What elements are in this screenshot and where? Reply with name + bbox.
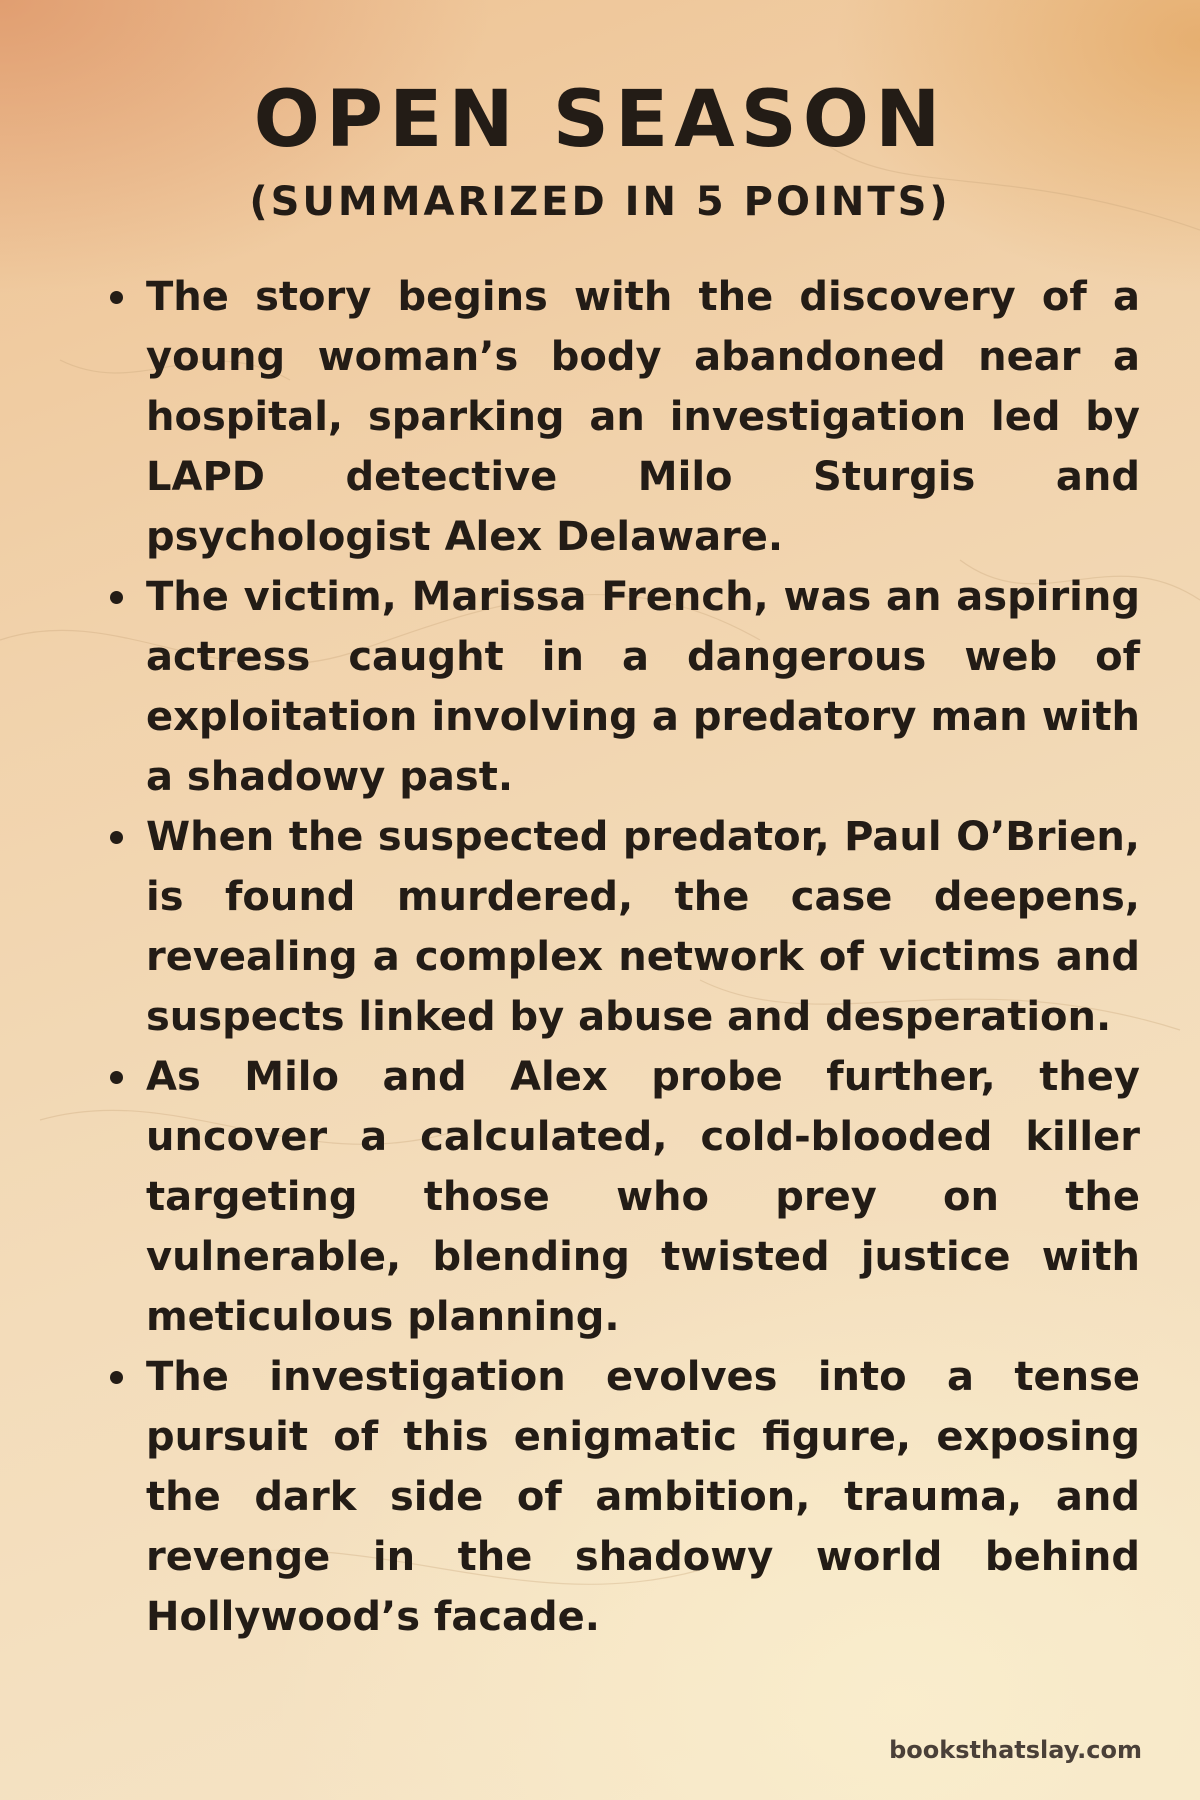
bullet-icon bbox=[110, 591, 123, 604]
summary-point-text: When the suspected predator, Paul O’Brien, is found murdered, the case deepens, revealing a complex network of victims and suspects linked by abuse and desperation. bbox=[146, 814, 1140, 1040]
bullet-icon bbox=[110, 1071, 123, 1084]
summary-point-text: The investigation evolves into a tense pursuit of this enigmatic figure, exposing the dark side of ambition, trauma, and revenge in the shadowy world behind Hollywood’s facade. bbox=[146, 1354, 1140, 1640]
bullet-icon bbox=[110, 1371, 123, 1384]
summary-point-3 bbox=[100, 807, 1140, 1047]
summary-point-text: As Milo and Alex probe further, they uncover a calculated, cold-blooded killer targeting those who prey on the vulnerable, blending twisted justice with meticulous planning. bbox=[146, 1054, 1140, 1340]
bullet-icon bbox=[110, 831, 123, 844]
summary-point-1 bbox=[100, 267, 1140, 567]
summary-point-4 bbox=[100, 1047, 1140, 1347]
summary-point-5 bbox=[100, 1347, 1140, 1647]
site-watermark: booksthatslay.com bbox=[889, 1736, 1142, 1764]
summary-point-text: The story begins with the discovery of a young woman’s body abandoned near a hospital, sparking an investigation led by LAPD detective Milo Sturgis and psychologist Alex Delaware. bbox=[146, 274, 1140, 560]
page-subtitle: (SUMMARIZED IN 5 POINTS) bbox=[249, 179, 951, 225]
bullet-icon bbox=[110, 291, 123, 304]
summary-points-list bbox=[100, 267, 1140, 1647]
page-title: OPEN SEASON bbox=[253, 75, 947, 165]
summary-point-2 bbox=[100, 567, 1140, 807]
summary-point-text: The victim, Marissa French, was an aspiring actress caught in a dangerous web of exploitation involving a predatory man with a shadowy past. bbox=[146, 574, 1140, 800]
